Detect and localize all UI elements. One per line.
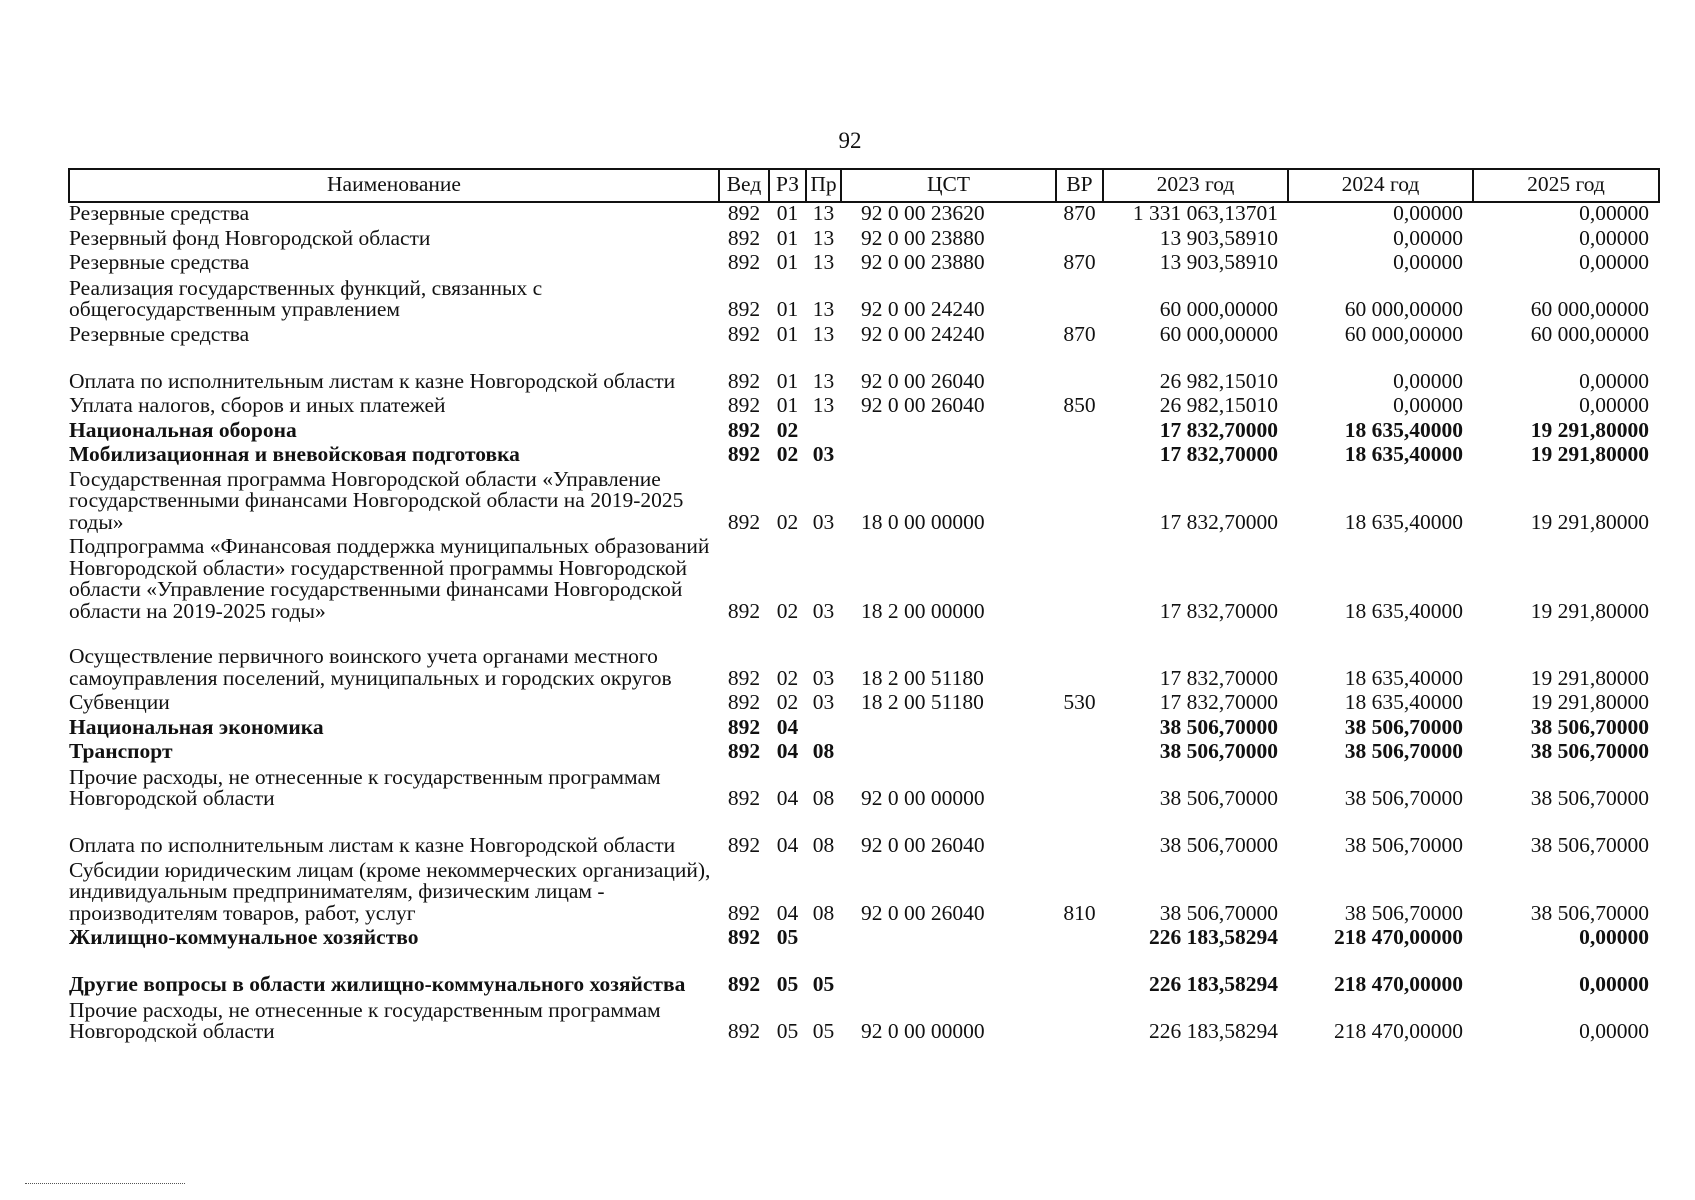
cell-rz: 05 bbox=[776, 1019, 799, 1043]
cell-2025: 19 291,80000 bbox=[1530, 665, 1649, 690]
cell-2025: 60 000,00000 bbox=[1530, 321, 1649, 346]
cell-name: Национальная экономика bbox=[69, 714, 324, 739]
cell-pr bbox=[806, 927, 841, 952]
cell-vr bbox=[1056, 952, 1103, 999]
cell-cst: 92 0 00 26040 bbox=[861, 393, 985, 417]
cell-2024: 60 000,00000 bbox=[1344, 297, 1463, 321]
cell-2023: 38 506,70000 bbox=[1159, 900, 1278, 925]
cell-2023: 38 506,70000 bbox=[1159, 714, 1278, 739]
cell-2023: 13 903,58910 bbox=[1159, 225, 1278, 250]
cell-ved: 892 bbox=[727, 368, 761, 393]
table-row bbox=[69, 277, 1659, 324]
cell-rz: 04 bbox=[776, 786, 799, 810]
cell-ved: 892 bbox=[727, 225, 761, 250]
table-body bbox=[69, 202, 1659, 1046]
cell-2025: 0,00000 bbox=[1579, 225, 1649, 250]
cell-2024: 18 635,40000 bbox=[1344, 690, 1463, 714]
cell-pr bbox=[806, 717, 841, 742]
header-2023: 2023 год bbox=[1103, 169, 1288, 202]
cell-2024: 38 506,70000 bbox=[1344, 833, 1463, 857]
cell-2024: 18 635,40000 bbox=[1344, 665, 1463, 690]
cell-rz: 05 bbox=[776, 972, 799, 996]
cell-rz: 02 bbox=[776, 598, 799, 623]
cell-rz: 01 bbox=[776, 368, 799, 393]
table-row bbox=[69, 324, 1659, 349]
cell-pr: 03 bbox=[812, 690, 835, 714]
cell-pr: 03 bbox=[812, 598, 835, 623]
cell-pr: 13 bbox=[812, 297, 835, 321]
cell-ved: 892 bbox=[727, 714, 761, 739]
cell-2023: 13 903,58910 bbox=[1159, 250, 1278, 274]
cell-2024: 0,00000 bbox=[1393, 225, 1463, 250]
cell-pr: 13 bbox=[812, 225, 835, 250]
cell-cst bbox=[841, 741, 1056, 766]
cell-2023: 38 506,70000 bbox=[1159, 739, 1278, 763]
cell-2024: 18 635,40000 bbox=[1344, 509, 1463, 534]
cell-vr bbox=[1056, 625, 1103, 692]
cell-2024: 38 506,70000 bbox=[1344, 900, 1463, 925]
cell-rz: 02 bbox=[776, 417, 799, 442]
cell-name: Резервный фонд Новгородской области bbox=[69, 225, 431, 250]
cell-vr: 870 bbox=[1063, 250, 1096, 274]
cell-2025: 19 291,80000 bbox=[1530, 598, 1649, 623]
cell-2024: 0,00000 bbox=[1393, 201, 1463, 225]
cell-pr: 03 bbox=[812, 665, 835, 690]
cell-2024: 218 470,00000 bbox=[1334, 925, 1463, 949]
cell-2023: 38 506,70000 bbox=[1159, 786, 1278, 810]
cell-pr: 08 bbox=[812, 833, 835, 857]
cell-vr bbox=[1056, 813, 1103, 860]
table-row bbox=[69, 444, 1659, 469]
cell-2025: 0,00000 bbox=[1579, 972, 1649, 996]
footer-divider bbox=[25, 1183, 185, 1184]
cell-vr bbox=[1056, 420, 1103, 445]
table-row bbox=[69, 469, 1659, 537]
cell-cst: 18 0 00 00000 bbox=[861, 509, 985, 534]
cell-name: Реализация государственных функций, связанных с общегосударственным управлением bbox=[69, 275, 543, 321]
cell-pr: 03 bbox=[812, 442, 835, 466]
cell-ved: 892 bbox=[727, 442, 761, 466]
cell-vr: 810 bbox=[1063, 900, 1096, 925]
cell-2025: 0,00000 bbox=[1579, 1019, 1649, 1043]
cell-pr: 08 bbox=[812, 786, 835, 810]
cell-rz: 02 bbox=[776, 442, 799, 466]
cell-rz: 02 bbox=[776, 665, 799, 690]
cell-cst: 18 2 00 00000 bbox=[861, 598, 985, 623]
cell-2023: 26 982,15010 bbox=[1159, 393, 1278, 417]
cell-2024: 218 470,00000 bbox=[1334, 972, 1463, 996]
table-row bbox=[69, 692, 1659, 717]
cell-cst: 92 0 00 00000 bbox=[861, 786, 985, 810]
cell-2025: 0,00000 bbox=[1579, 201, 1649, 225]
cell-rz: 01 bbox=[776, 393, 799, 417]
cell-name: Резервные средства bbox=[69, 250, 250, 274]
cell-2025: 0,00000 bbox=[1579, 925, 1649, 949]
cell-ved: 892 bbox=[727, 201, 761, 225]
cell-pr: 13 bbox=[812, 321, 835, 346]
cell-cst: 18 2 00 51180 bbox=[861, 665, 984, 690]
cell-ved: 892 bbox=[727, 786, 761, 810]
cell-cst: 92 0 00 24240 bbox=[861, 321, 985, 346]
cell-pr: 03 bbox=[812, 509, 835, 534]
header-2025: 2025 год bbox=[1473, 169, 1659, 202]
cell-rz: 01 bbox=[776, 297, 799, 321]
cell-vr bbox=[1056, 469, 1103, 537]
cell-cst: 92 0 00 26040 bbox=[861, 368, 985, 393]
cell-2023: 226 183,58294 bbox=[1149, 972, 1278, 996]
cell-2023: 26 982,15010 bbox=[1159, 368, 1278, 393]
cell-pr: 08 bbox=[812, 739, 835, 763]
cell-pr: 05 bbox=[812, 1019, 835, 1043]
cell-rz: 01 bbox=[776, 321, 799, 346]
cell-name: Оплата по исполнительным листам к казне Новгородской области bbox=[69, 833, 676, 857]
cell-2024: 0,00000 bbox=[1393, 368, 1463, 393]
cell-2025: 38 506,70000 bbox=[1530, 739, 1649, 763]
cell-2025: 38 506,70000 bbox=[1530, 900, 1649, 925]
cell-rz: 04 bbox=[776, 833, 799, 857]
cell-2025: 0,00000 bbox=[1579, 368, 1649, 393]
cell-rz: 02 bbox=[776, 690, 799, 714]
cell-ved: 892 bbox=[727, 393, 761, 417]
table-row bbox=[69, 228, 1659, 253]
cell-2024: 38 506,70000 bbox=[1344, 739, 1463, 763]
cell-2023: 38 506,70000 bbox=[1159, 833, 1278, 857]
cell-name: Уплата налогов, сборов и иных платежей bbox=[69, 393, 446, 417]
cell-cst: 92 0 00 26040 bbox=[861, 833, 985, 857]
cell-2023: 1 331 063,13701 bbox=[1132, 201, 1278, 225]
cell-vr bbox=[1056, 444, 1103, 469]
cell-2025: 19 291,80000 bbox=[1530, 690, 1649, 714]
cell-2025: 19 291,80000 bbox=[1530, 442, 1649, 466]
cell-2024: 18 635,40000 bbox=[1344, 417, 1463, 442]
cell-2023: 17 832,70000 bbox=[1159, 509, 1278, 534]
cell-2024: 0,00000 bbox=[1393, 250, 1463, 274]
cell-name: Субсидии юридическим лицам (кроме некоммерческих организаций), индивидуальным предпринимателям, физическим лицам - производителям товаров, работ, услуг bbox=[69, 857, 711, 925]
cell-cst: 92 0 00 23620 bbox=[861, 201, 985, 225]
header-cst: ЦСТ bbox=[841, 169, 1056, 202]
cell-rz: 05 bbox=[776, 925, 799, 949]
header-pr: Пр bbox=[806, 169, 841, 202]
cell-pr: 13 bbox=[812, 201, 835, 225]
cell-ved: 892 bbox=[727, 250, 761, 274]
cell-name: Национальная оборона bbox=[69, 417, 297, 442]
cell-vr bbox=[1056, 277, 1103, 324]
cell-ved: 892 bbox=[727, 739, 761, 763]
cell-pr: 08 bbox=[812, 900, 835, 925]
header-ved: Вед bbox=[719, 169, 769, 202]
table-row bbox=[69, 536, 1659, 625]
cell-2024: 60 000,00000 bbox=[1344, 321, 1463, 346]
cell-2023: 60 000,00000 bbox=[1159, 321, 1278, 346]
cell-2024: 0,00000 bbox=[1393, 393, 1463, 417]
table-row bbox=[69, 348, 1659, 395]
cell-2024: 38 506,70000 bbox=[1344, 786, 1463, 810]
table-row bbox=[69, 625, 1659, 692]
cell-cst: 92 0 00 24240 bbox=[861, 297, 985, 321]
cell-name: Резервные средства bbox=[69, 201, 250, 225]
cell-vr bbox=[1056, 766, 1103, 813]
cell-rz: 01 bbox=[776, 201, 799, 225]
cell-vr: 530 bbox=[1063, 690, 1096, 714]
table-row bbox=[69, 741, 1659, 766]
cell-2023: 60 000,00000 bbox=[1159, 297, 1278, 321]
cell-cst bbox=[841, 927, 1056, 952]
cell-cst bbox=[841, 952, 1056, 999]
cell-name: Подпрограмма «Финансовая поддержка муниципальных образований Новгородской области» государственной программы Новгородской области «Управление государственными финансами Новгородской области на 2019-2025 годы» bbox=[69, 534, 710, 623]
cell-vr bbox=[1056, 927, 1103, 952]
cell-name: Транспорт bbox=[69, 739, 173, 763]
cell-ved: 892 bbox=[727, 598, 761, 623]
cell-cst: 92 0 00 23880 bbox=[861, 250, 985, 274]
cell-ved: 892 bbox=[727, 297, 761, 321]
cell-cst bbox=[841, 717, 1056, 742]
cell-vr bbox=[1056, 348, 1103, 395]
cell-2025: 38 506,70000 bbox=[1530, 786, 1649, 810]
table-row bbox=[69, 927, 1659, 952]
cell-2023: 226 183,58294 bbox=[1149, 925, 1278, 949]
cell-rz: 04 bbox=[776, 739, 799, 763]
cell-ved: 892 bbox=[727, 665, 761, 690]
cell-ved: 892 bbox=[727, 972, 761, 996]
cell-rz: 04 bbox=[776, 900, 799, 925]
cell-name: Резервные средства bbox=[69, 321, 250, 346]
cell-2025: 38 506,70000 bbox=[1530, 714, 1649, 739]
cell-rz: 04 bbox=[776, 714, 799, 739]
cell-2023: 17 832,70000 bbox=[1159, 690, 1278, 714]
cell-ved: 892 bbox=[727, 509, 761, 534]
table-row bbox=[69, 860, 1659, 928]
cell-rz: 01 bbox=[776, 225, 799, 250]
table-row bbox=[69, 717, 1659, 742]
header-row bbox=[69, 169, 1659, 202]
header-2024: 2024 год bbox=[1288, 169, 1473, 202]
cell-2023: 226 183,58294 bbox=[1149, 1019, 1278, 1043]
cell-2024: 18 635,40000 bbox=[1344, 598, 1463, 623]
cell-vr bbox=[1056, 741, 1103, 766]
cell-name: Прочие расходы, не отнесенные к государственным программам Новгородской области bbox=[69, 764, 661, 810]
table-row bbox=[69, 952, 1659, 999]
table-row bbox=[69, 813, 1659, 860]
cell-ved: 892 bbox=[727, 925, 761, 949]
cell-cst bbox=[841, 444, 1056, 469]
cell-pr: 13 bbox=[812, 368, 835, 393]
cell-vr bbox=[1056, 536, 1103, 625]
page-number: 92 bbox=[838, 128, 862, 153]
budget-table bbox=[68, 168, 1660, 1046]
cell-2025: 19 291,80000 bbox=[1530, 509, 1649, 534]
table-row bbox=[69, 395, 1659, 420]
cell-vr bbox=[1056, 228, 1103, 253]
cell-name: Жилищно-коммунальное хозяйство bbox=[69, 925, 419, 949]
cell-ved: 892 bbox=[727, 900, 761, 925]
cell-2025: 19 291,80000 bbox=[1530, 417, 1649, 442]
cell-name: Другие вопросы в области жилищно-коммунального хозяйства bbox=[69, 972, 686, 996]
cell-pr: 13 bbox=[812, 393, 835, 417]
cell-vr bbox=[1056, 999, 1103, 1046]
cell-2024: 218 470,00000 bbox=[1334, 1019, 1463, 1043]
cell-rz: 02 bbox=[776, 509, 799, 534]
table-row bbox=[69, 420, 1659, 445]
cell-cst: 92 0 00 00000 bbox=[861, 1019, 985, 1043]
cell-rz: 01 bbox=[776, 250, 799, 274]
cell-ved: 892 bbox=[727, 417, 761, 442]
cell-2025: 0,00000 bbox=[1579, 250, 1649, 274]
cell-2025: 38 506,70000 bbox=[1530, 833, 1649, 857]
cell-pr bbox=[806, 420, 841, 445]
cell-cst bbox=[841, 420, 1056, 445]
cell-vr bbox=[1056, 717, 1103, 742]
cell-2023: 17 832,70000 bbox=[1159, 598, 1278, 623]
cell-cst: 92 0 00 26040 bbox=[861, 900, 985, 925]
cell-ved: 892 bbox=[727, 690, 761, 714]
cell-name: Оплата по исполнительным листам к казне Новгородской области bbox=[69, 368, 676, 393]
cell-cst: 18 2 00 51180 bbox=[861, 690, 984, 714]
table-row bbox=[69, 202, 1659, 228]
cell-ved: 892 bbox=[727, 321, 761, 346]
cell-2023: 17 832,70000 bbox=[1159, 665, 1278, 690]
cell-cst: 92 0 00 23880 bbox=[861, 225, 985, 250]
table-row bbox=[69, 766, 1659, 813]
cell-2025: 60 000,00000 bbox=[1530, 297, 1649, 321]
cell-2024: 18 635,40000 bbox=[1344, 442, 1463, 466]
table-row bbox=[69, 999, 1659, 1046]
cell-name: Осуществление первичного воинского учета органами местного самоуправления поселений, муниципальных и городских округов bbox=[69, 644, 672, 690]
cell-2024: 38 506,70000 bbox=[1344, 714, 1463, 739]
table-header bbox=[69, 169, 1659, 202]
cell-name: Мобилизационная и вневойсковая подготовка bbox=[69, 442, 520, 466]
cell-2023: 17 832,70000 bbox=[1159, 442, 1278, 466]
cell-name: Субвенции bbox=[69, 690, 170, 714]
cell-2023: 17 832,70000 bbox=[1159, 417, 1278, 442]
cell-pr: 13 bbox=[812, 250, 835, 274]
cell-vr: 870 bbox=[1063, 201, 1096, 225]
cell-2025: 0,00000 bbox=[1579, 393, 1649, 417]
cell-ved: 892 bbox=[727, 833, 761, 857]
cell-name: Государственная программа Новгородской области «Управление государственными финансами Новгородской области на 2019-2025 годы» bbox=[69, 466, 684, 534]
table-row bbox=[69, 252, 1659, 277]
header-name: Наименование bbox=[69, 169, 719, 202]
header-rz: РЗ bbox=[769, 169, 806, 202]
cell-vr: 870 bbox=[1063, 321, 1096, 346]
cell-ved: 892 bbox=[727, 1019, 761, 1043]
cell-pr: 05 bbox=[812, 972, 835, 996]
cell-vr: 850 bbox=[1063, 393, 1096, 417]
header-vr: ВР bbox=[1056, 169, 1103, 202]
cell-name: Прочие расходы, не отнесенные к государственным программам Новгородской области bbox=[69, 997, 661, 1043]
